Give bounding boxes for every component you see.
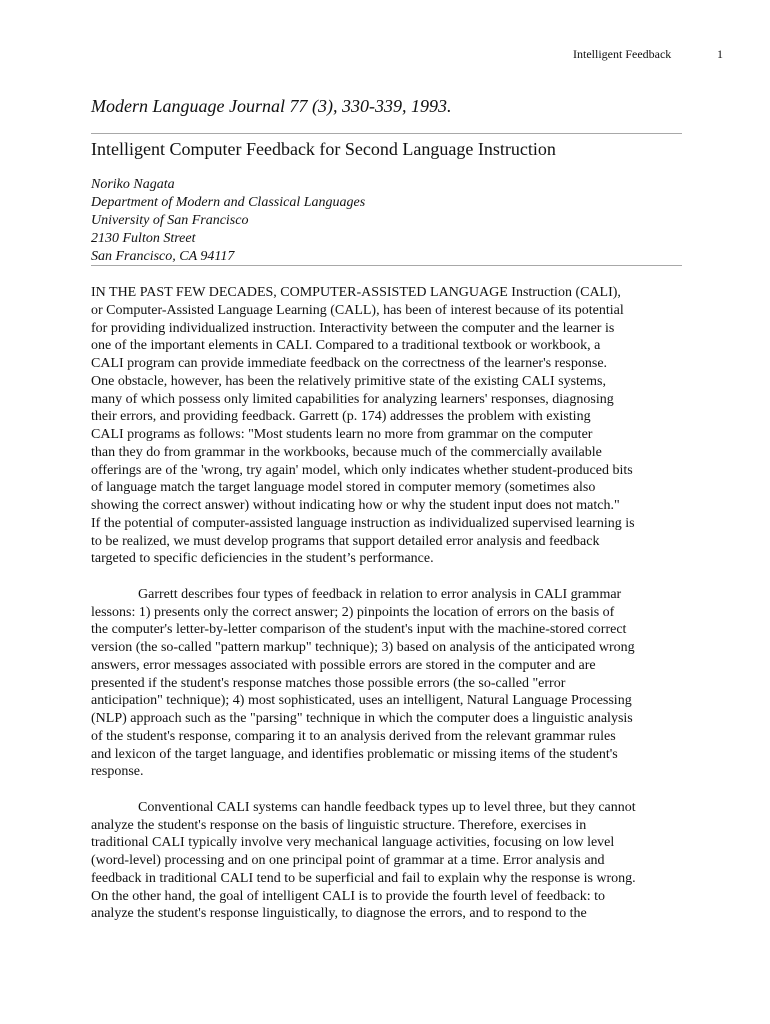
body-text-line: answers, error messages associated with possible errors are stored in the computer and are xyxy=(91,657,596,673)
body-text-line: feedback in traditional CALI tend to be superficial and fail to explain why the response is wrong. xyxy=(91,870,636,886)
author-department: Department of Modern and Classical Languages xyxy=(91,195,366,210)
body-text-line: Conventional CALI systems can handle feedback types up to level three, but they cannot xyxy=(138,799,636,815)
author-affiliation-block xyxy=(91,176,691,266)
body-text-line: than they do from grammar in the workbooks, because much of the commercially available xyxy=(91,444,602,460)
body-text-line: response. xyxy=(91,764,144,780)
body-text-line: Garrett describes four types of feedback in relation to error analysis in CALI grammar xyxy=(138,586,622,602)
body-text-line: their errors, and providing feedback. Garrett (p. 174) addresses the problem with existing xyxy=(91,409,591,425)
body-text-line: version (the so-called "pattern markup" technique); 3) based on analysis of the anticipated wrong xyxy=(91,640,635,655)
body-text-line: CALI programs as follows: "Most students learn no more from grammar on the computer xyxy=(91,427,593,442)
title-divider-top xyxy=(91,133,682,134)
body-text-line: On the other hand, the goal of intelligent CALI is to provide the fourth level of feedback: to xyxy=(91,888,605,904)
author-university: University of San Francisco xyxy=(91,213,249,228)
author-street-address: 2130 Fulton Street xyxy=(91,231,196,246)
body-text-line: targeted to specific deficiencies in the student’s performance. xyxy=(91,551,434,567)
running-title: Intelligent Feedback xyxy=(573,47,672,61)
running-header xyxy=(0,44,770,64)
title-divider-bottom xyxy=(91,265,682,266)
body-text-line: one of the important elements in CALI. Compared to a traditional textbook or workbook, a xyxy=(91,338,601,354)
body-text-line: and lexicon of the target language, and identifies problematic or missing items of the student's xyxy=(91,746,618,762)
body-text-line: anticipation" technique); 4) most sophisticated, uses an intelligent, Natural Language Processing xyxy=(91,693,632,709)
body-text-line: many of which possess only limited capabilities for analyzing learners' responses, diagnosing xyxy=(91,391,614,407)
body-text-line: (word-level) processing and on one principal point of grammar at a time. Error analysis and xyxy=(91,853,605,868)
author-name: Noriko Nagata xyxy=(91,177,175,192)
journal-citation: Modern Language Journal 77 (3), 330-339, 1993. xyxy=(91,96,452,116)
paper-title: Intelligent Computer Feedback for Second Language Instruction xyxy=(91,139,556,159)
body-text-line: the computer's letter-by-letter comparison of the student's input with the machine-stored correct xyxy=(91,622,627,638)
body-text-line: or Computer-Assisted Language Learning (CALL), has been of interest because of its potential xyxy=(91,302,624,318)
body-paragraph xyxy=(91,799,691,923)
body-text-line: analyze the student's response on the basis of linguistic structure. Therefore, exercises in xyxy=(91,817,587,833)
body-text-line: for providing individualized instruction. Interactivity between the computer and the learner is xyxy=(91,320,615,336)
body-text-line: traditional CALI typically involve very mechanical language activities, focusing on low level xyxy=(91,835,615,851)
body-text-line: showing the correct answer) without indicating how or why the student input does not match." xyxy=(91,498,620,513)
body-text-line: IN THE PAST FEW DECADES, COMPUTER-ASSISTED LANGUAGE Instruction (CALI), xyxy=(91,285,621,300)
body-paragraph xyxy=(91,586,691,781)
body-text-line: One obstacle, however, has been the relatively primitive state of the existing CALI systems, xyxy=(91,373,606,389)
body-text-line: presented if the student's response matches those possible errors (the so-called "error xyxy=(91,675,566,691)
article-body xyxy=(91,284,691,923)
body-text-line: offerings are of the 'wrong, try again' model, which only indicates whether student-produced bits xyxy=(91,462,633,478)
body-text-line: of language match the target language model stored in computer memory (sometimes also xyxy=(91,480,596,496)
body-text-line: lessons: 1) presents only the correct answer; 2) pinpoints the location of errors on the basis of xyxy=(91,604,615,620)
body-text-line: analyze the student's response linguistically, to diagnose the errors, and to respond to the xyxy=(91,906,587,922)
body-paragraph xyxy=(91,284,691,568)
body-text-line: If the potential of computer-assisted language instruction as individualized supervised learning is xyxy=(91,515,635,531)
page-number: 1 xyxy=(717,47,723,61)
body-text-line: (NLP) approach such as the "parsing" technique in which the computer does a linguistic analysis xyxy=(91,711,633,726)
body-text-line: CALI program can provide immediate feedback on the correctness of the learner's response. xyxy=(91,356,608,371)
author-city-address: San Francisco, CA 94117 xyxy=(91,249,235,264)
body-text-line: of the student's response, comparing it to an analysis derived from the relevant grammar rules xyxy=(91,728,616,744)
body-text-line: to be realized, we must develop programs that support detailed error analysis and feedback xyxy=(91,533,600,549)
